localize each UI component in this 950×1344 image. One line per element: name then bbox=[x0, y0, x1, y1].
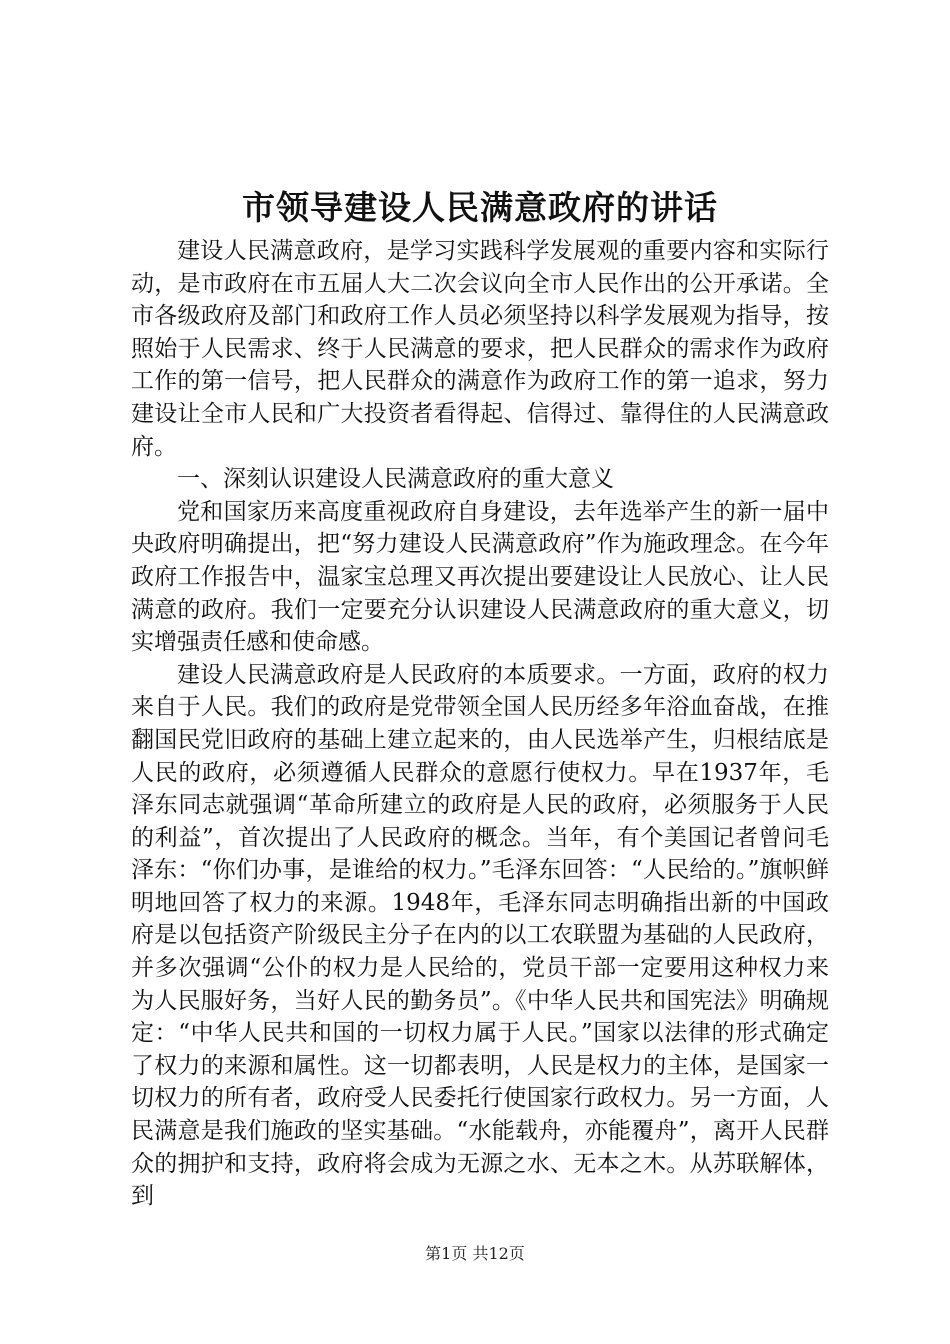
document-title: 市领导建设人民满意政府的讲话 bbox=[242, 188, 718, 227]
paragraph-intro: 建设人民满意政府，是学习实践科学发展观的重要内容和实际行动，是市政府在市五届人大二次会议向全市人民作出的公开承诺。全市各级政府及部门和政府工作人员必须坚持以科学发展观为指导，按照始于人民需求、终于人民满意的要求，把人民群众的需求作为政府工作的第一信号，把人民群众的满意作为政府工作的第一追求，努力建设让全市人民和广大投资者看得起、信得过、靠得住的人民满意政府。 bbox=[131, 238, 829, 460]
document-body bbox=[131, 235, 829, 1213]
page-footer: 第1页 共12页 bbox=[425, 1244, 525, 1263]
paragraph-essential-requirement: 建设人民满意政府是人民政府的本质要求。一方面，政府的权力来自于人民。我们的政府是党带领全国人民历经多年浴血奋战，在推翻国民党旧政府的基础上建立起来的，由人民选举产生，归根结底是人民的政府，必须遵循人民群众的意愿行使权力。早在1937年，毛泽东同志就强调“革命所建立的政府是人民的政府，必须服务于人民的利益”，首次提出了人民政府的概念。当年，有个美国记者曾问毛泽东：“你们办事，是谁给的权力。”毛泽东回答：“人民给的。”旗帜鲜明地回答了权力的来源。1948年，毛泽东同志明确指出新的中国政府是以包括资产阶级民主分子在内的以工农联盟为基础的人民政府，并多次强调“公仆的权力是人民给的，党员干部一定要用这种权力来为人民服好务，当好人民的勤务员”。《中华人民共和国宪法》明确规定：“中华人民共和国的一切权力属于人民。”国家以法律的形式确定了权力的来源和属性。这一切都表明，人民是权力的主体，是国家一切权力的所有者，政府受人民委托行使国家行政权力。另一方面，人民满意是我们施政的坚实基础。“水能载舟，亦能覆舟”，离开人民群众的拥护和支持，政府将会成为无源之水、无本之木。从苏联解体，到 bbox=[131, 661, 829, 1210]
paragraph-significance: 党和国家历来高度重视政府自身建设，去年选举产生的新一届中央政府明确提出，把“努力建设人民满意政府”作为施政理念。在今年政府工作报告中，温家宝总理又再次提出要建设让人民放心、让人民满意的政府。我们一定要充分认识建设人民满意政府的重大意义，切实增强责任感和使命感。 bbox=[131, 498, 829, 656]
section-heading: 一、深刻认识建设人民满意政府的重大意义 bbox=[177, 466, 614, 493]
